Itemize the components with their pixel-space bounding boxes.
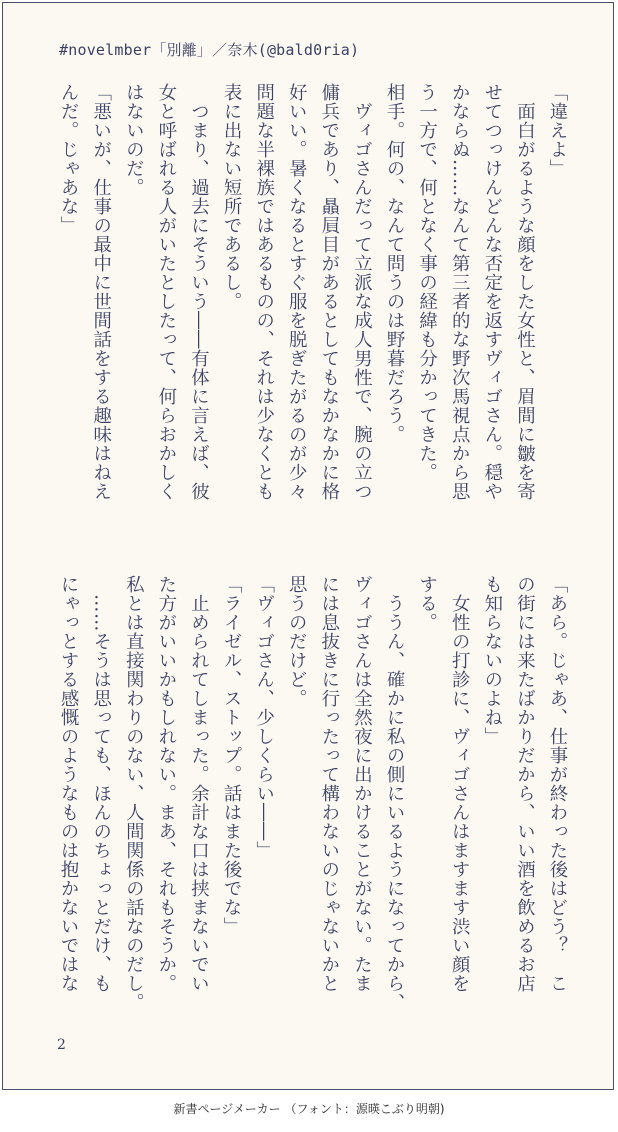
manuscript-page [2,2,614,1090]
text-block-bottom: 「あら。じゃあ、仕事が終わった後はどう？ こ の街には来たばかりだから、いい酒を飲めるお店 も知らないのよね」 女性の打診に、ヴィゴさんはますます渋い顔を する。 ううん、確かに私の側にいるようになってから、 ヴィゴさんは全然夜に出かけることがない。たま には息抜きに行ったって構わないのじゃないかと 思うのだけど。 「ヴィゴさん、少しくらい――」 「ライゼル、ストップ。話はまた後でな」 止められてしまった。余計な口は挟まないでい た方がいいかもしれない。まあ、それもそうか。 私とは直接関わりのない、人間関係の話なのだし。 ……そうは思っても、ほんのちょっとだけ、も にゃっとする感慨のようなものは抱かないではな [58,575,568,1012]
page-number: 2 [57,1037,66,1053]
text-block-top: 「違えよ」 面白がるような顔をした女性と、眉間に皺を寄 せてつっけんどんな否定を返すヴィゴさん。穏や かならぬ……なんて第三者的な野次馬視点から思 う一方で、何となく事の経緯も分かってきた。 相手。何の、なんて問うのは野暮だろう。 ヴィゴさんだって立派な成人男性で、腕の立つ 傭兵であり、贔屓目があるとしてもなかなかに格 好いい。暑くなるとすぐ服を脱ぎたがるのが少々 問題な半裸族ではあるものの、それは少なくとも 表に出ない短所であるし。 つまり、過去にそういう――有体に言えば、彼 女と呼ばれる人がいたとしたって、何らおかしく はないのだ。 「悪いが、仕事の最中に世間話をする趣味はねえ んだ。じゃあな」 [58,83,568,501]
generator-credit: 新書ページメーカー （フォント：源暎こぶり明朝) [173,1102,445,1116]
page-header-title: #novelmber「別離」／奈木(@bald0ria) [59,41,360,59]
